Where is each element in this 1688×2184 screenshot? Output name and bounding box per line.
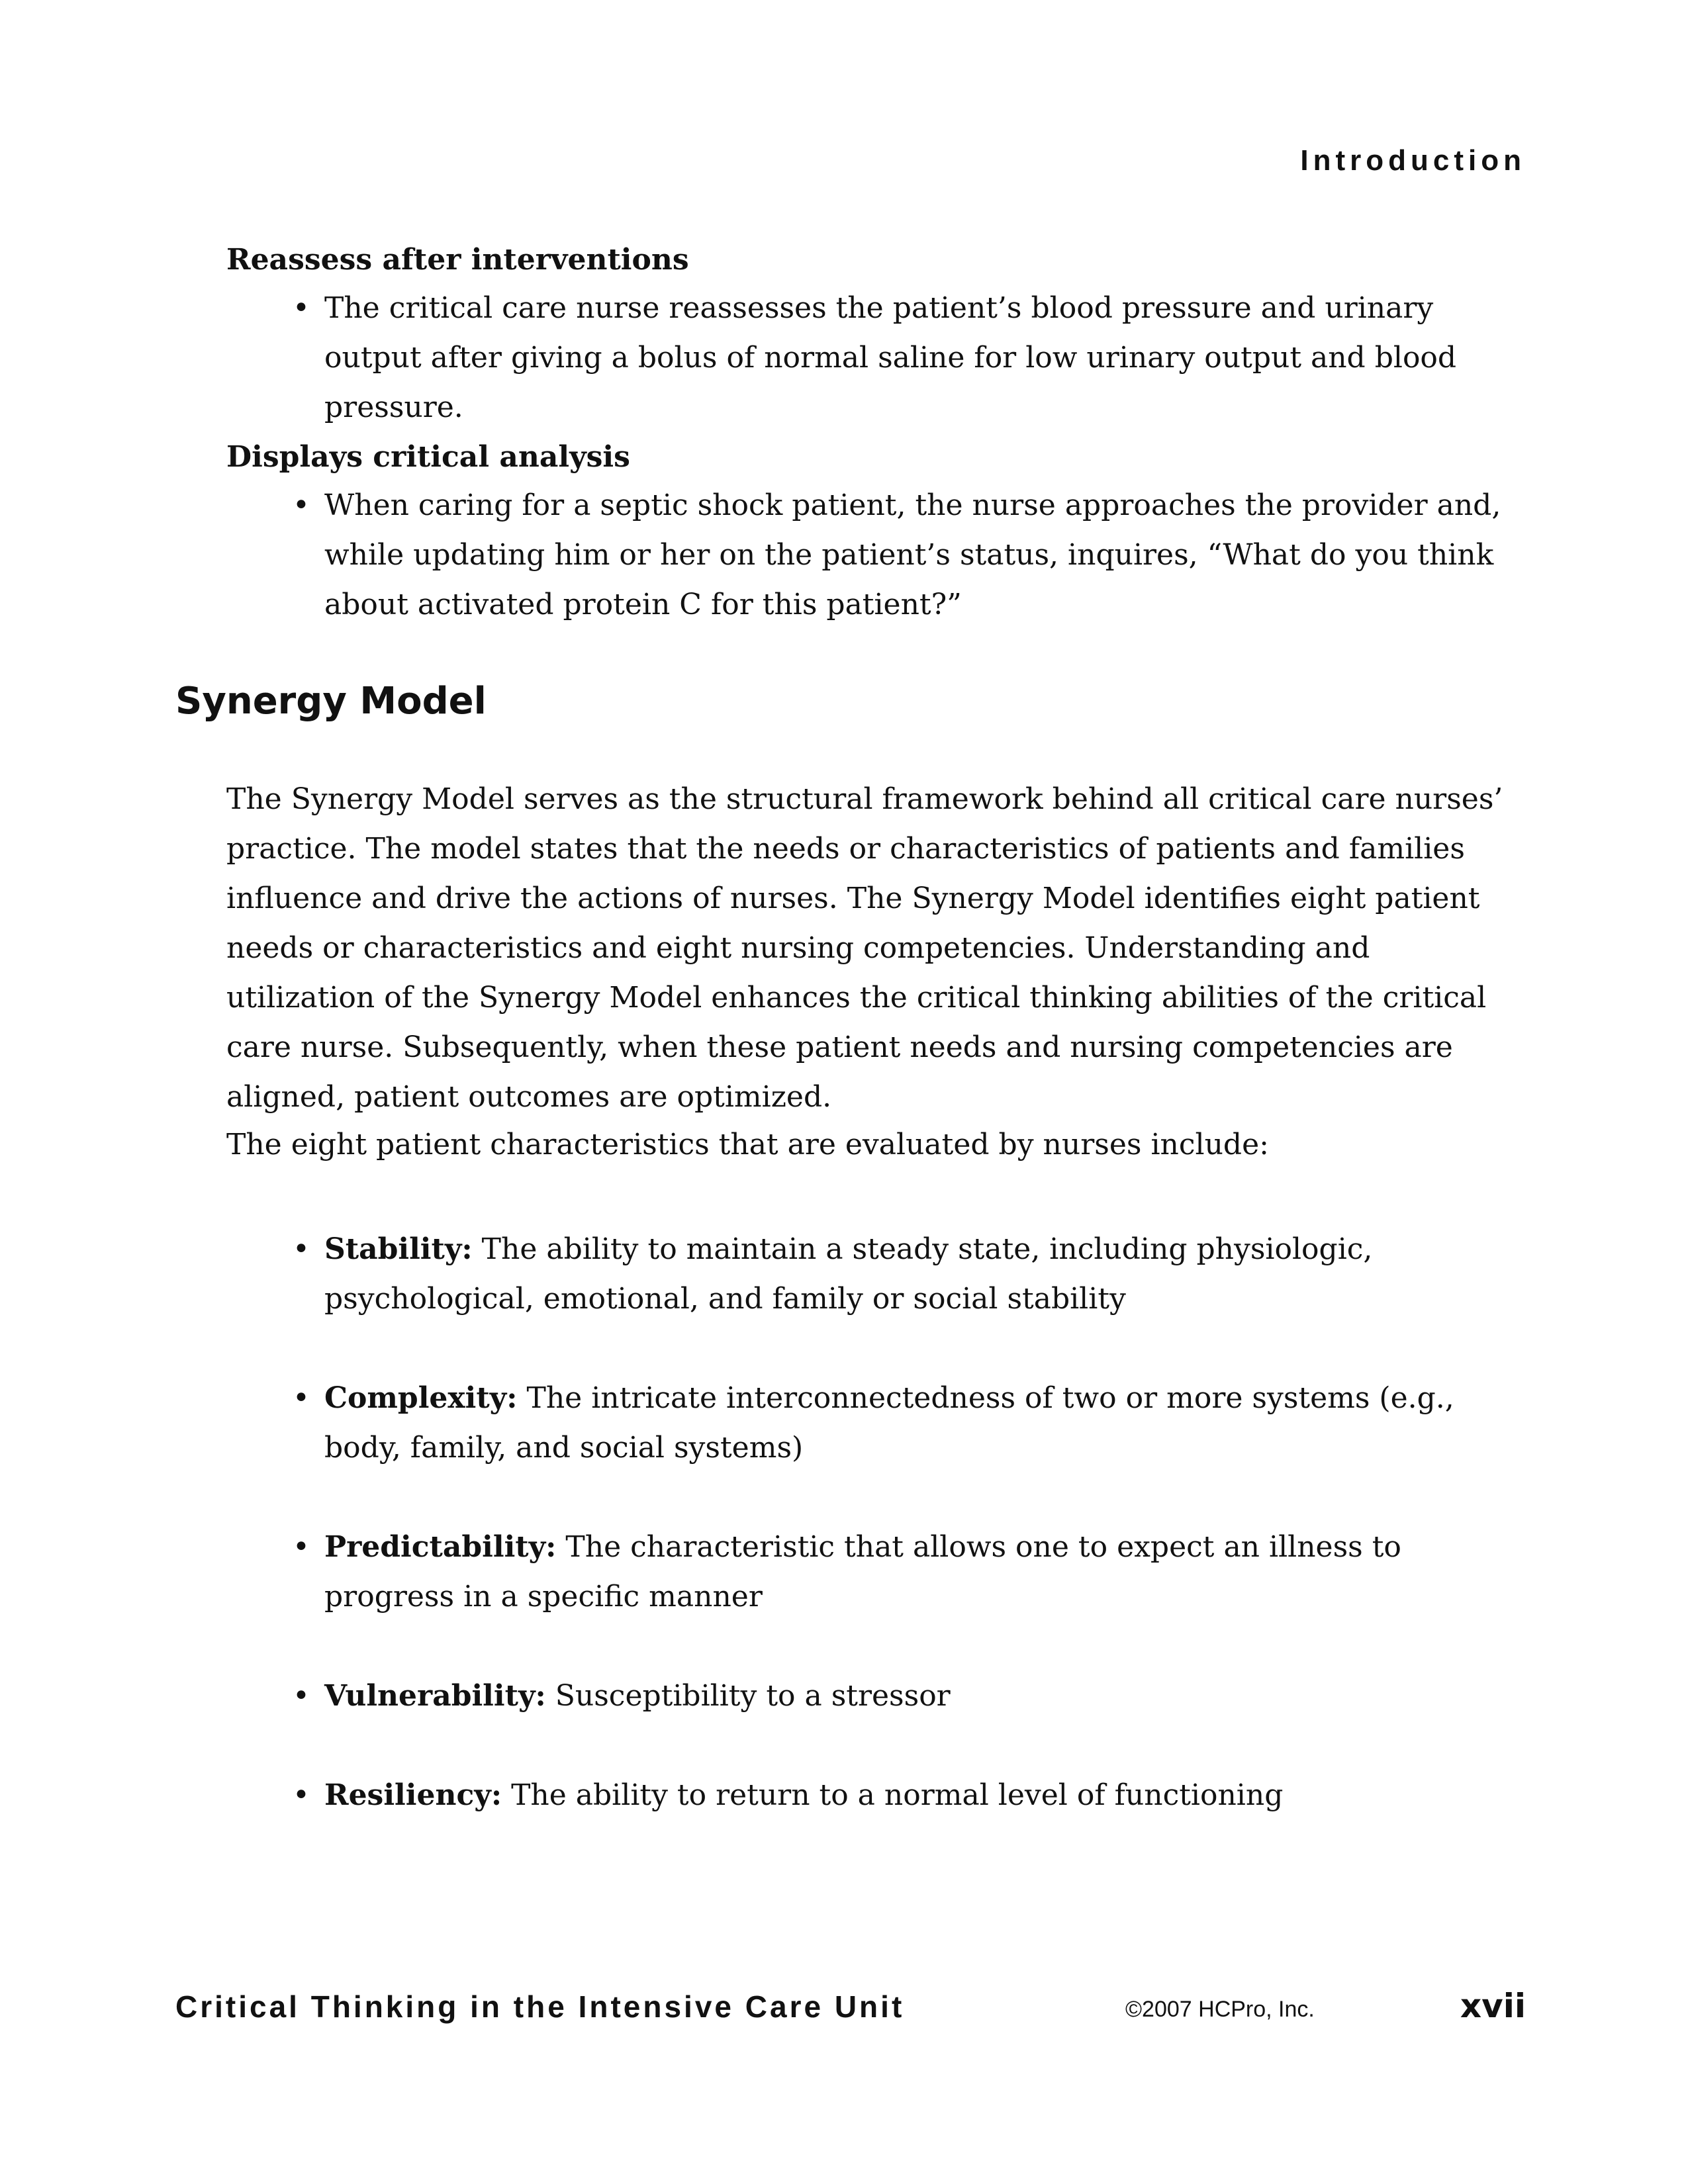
bullet-marker: •	[293, 1232, 310, 1266]
subheading-reassess: Reassess after interventions	[226, 243, 689, 277]
bullet-critical-analysis	[293, 480, 1537, 629]
bullet-marker: •	[293, 1679, 310, 1713]
characteristic-term: Vulnerability:	[324, 1679, 546, 1713]
characteristic-definition: The ability to maintain a steady state, including physiologic, psychological, emotional, and family or social stability	[324, 1232, 1373, 1316]
list-item	[293, 1373, 1537, 1473]
bullet-marker: •	[293, 488, 310, 522]
characteristic-term: Predictability:	[324, 1530, 557, 1564]
page-number: xvii	[1460, 1987, 1526, 2025]
running-head: Introduction	[1300, 144, 1526, 177]
characteristic-definition: The intricate interconnectedness of two or more systems (e.g., body, family, and social systems)	[324, 1381, 1454, 1465]
characteristic-term: Resiliency:	[324, 1778, 502, 1812]
list-item	[293, 1770, 1537, 1820]
characteristics-list	[293, 1224, 1537, 1870]
bullet-text: When caring for a septic shock patient, the nurse approaches the provider and, while updating him or her on the patient’s status, inquires, “What do you think about activated protein C for this patient?”	[324, 488, 1501, 621]
subheading-critical-analysis: Displays critical analysis	[226, 440, 630, 474]
list-item	[293, 1224, 1537, 1324]
characteristic-term: Stability:	[324, 1232, 473, 1266]
list-item	[293, 1671, 1537, 1721]
characteristics-intro: The eight patient characteristics that are evaluated by nurses include:	[226, 1128, 1269, 1161]
bullet-reassess	[293, 283, 1537, 432]
bullet-text: The critical care nurse reassesses the patient’s blood pressure and urinary output after giving a bolus of normal saline for low urinary output and blood pressure.	[324, 291, 1457, 424]
footer-book-title: Critical Thinking in the Intensive Care Unit	[175, 1989, 905, 2024]
section-title-synergy-model: Synergy Model	[175, 680, 487, 723]
characteristic-definition: The characteristic that allows one to expect an illness to progress in a specific manner	[324, 1530, 1401, 1614]
bullet-marker: •	[293, 1381, 310, 1415]
characteristic-term: Complexity:	[324, 1381, 518, 1415]
list-item	[293, 1522, 1537, 1621]
bullet-marker: •	[293, 1778, 310, 1812]
footer-copyright: ©2007 HCPro, Inc.	[1125, 1997, 1315, 2022]
characteristic-definition: The ability to return to a normal level of functioning	[511, 1778, 1284, 1812]
bullet-marker: •	[293, 291, 310, 325]
synergy-paragraph: The Synergy Model serves as the structural framework behind all critical care nurses’ practice. The model states that the needs or characteristics of patients and families influence and drive the actions of nurses. The Synergy Model identifies eight patient needs or characteristics and eight nursing competencies. Understanding and utilization of the Synergy Model enhances the critical thinking abilities of the critical care nurse. Subsequently, when these patient needs and nursing competencies are aligned, patient outcomes are optimized.	[226, 782, 1503, 1114]
characteristic-definition: Susceptibility to a stressor	[555, 1679, 951, 1713]
bullet-marker: •	[293, 1530, 310, 1564]
